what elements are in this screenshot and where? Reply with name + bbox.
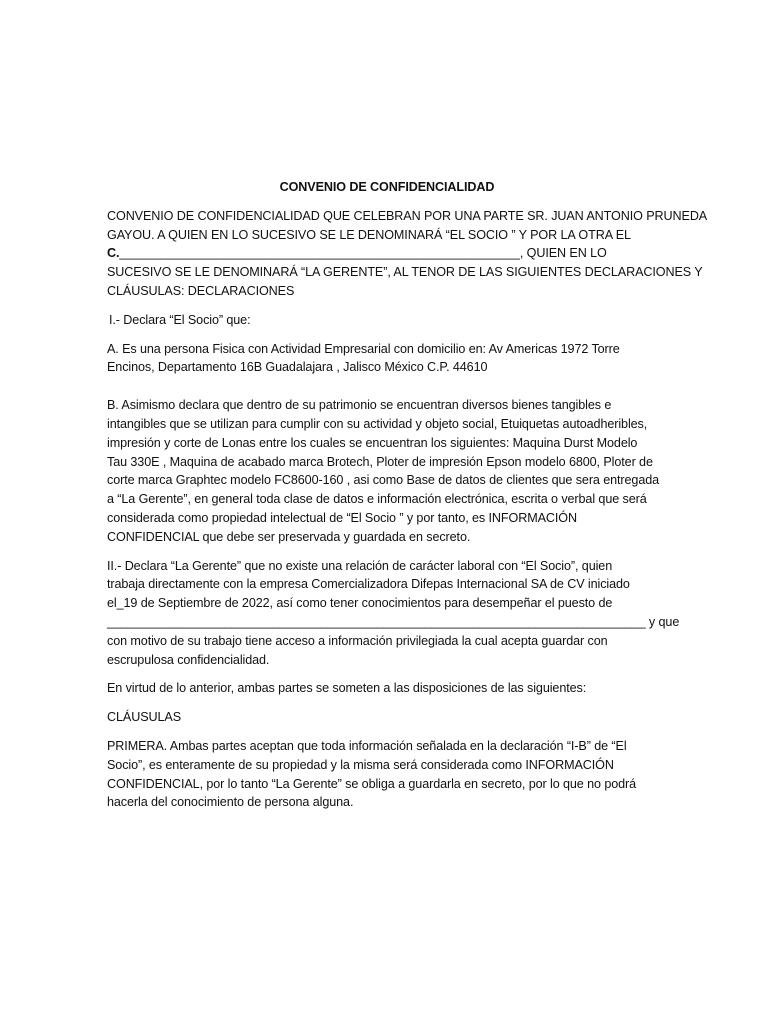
intro-line: SUCESIVO SE LE DENOMINARÁ “LA GERENTE”, AL TENOR DE LAS SIGUIENTES DECLARACIONES Y xyxy=(107,265,703,280)
section2-line: con motivo de su trabajo tiene acceso a información privilegiada la cual acepta guardar con xyxy=(107,633,608,648)
intro-line: GAYOU. A QUIEN EN LO SUCESIVO SE LE DENOMINARÁ “EL SOCIO ” Y POR LA OTRA EL xyxy=(107,227,631,242)
intro-paragraph xyxy=(107,207,708,301)
primera-line: PRIMERA. Ambas partes aceptan que toda información señalada en la declaración “I-B” de “El xyxy=(107,738,627,753)
primera-line: CONFIDENCIAL, por lo tanto “La Gerente” se obliga a guardarla en secreto, por lo que no podrá xyxy=(107,776,637,791)
primera-line: hacerla del conocimiento de persona alguna. xyxy=(107,795,354,810)
clausulas-heading: CLÁUSULAS xyxy=(107,710,181,725)
paragraph-b-line: impresión y corte de Lonas entre los cuales se encuentran los siguientes: Maquina Durst Modelo xyxy=(107,435,638,450)
section2-line: trabaja directamente con la empresa Comercializadora Difepas Internacional SA de CV iniciado xyxy=(107,577,630,592)
section2-line: escrupulosa confidencialidad. xyxy=(107,652,270,667)
paragraph-b-line: CONFIDENCIAL que debe ser preservada y guardada en secreto. xyxy=(107,529,471,544)
paragraph-b-line: B. Asimismo declara que dentro de su patrimonio se encuentran diversos bienes tangibles e xyxy=(107,398,612,413)
intro-line: CLÁUSULAS: DECLARACIONES xyxy=(107,283,295,298)
primera-line: Socio”, es enteramente de su propiedad y la misma será considerada como INFORMACIÓN xyxy=(107,757,614,772)
section2-paragraph xyxy=(107,557,680,670)
primera-clause xyxy=(107,737,667,812)
intro-blank-field: __________________________________________________________, QUIEN EN LO xyxy=(119,246,607,261)
document-body xyxy=(107,178,708,822)
paragraph-b-line: intangibles que se utilizan para cumplir con su actividad y objeto social, Etuiquetas autoadheribles, xyxy=(107,416,648,431)
section1-heading: I.- Declara “El Socio” que: xyxy=(109,312,251,327)
paragraph-b xyxy=(107,396,667,546)
paragraph-a-line: A. Es una persona Fisica con Actividad Empresarial con domicilio en: Av Americas 1972 Torre xyxy=(107,341,620,356)
section2-blank-line: ______________________________________________________________________________ y que xyxy=(107,614,680,629)
paragraph-a xyxy=(107,340,667,378)
intro-line-blank xyxy=(107,244,667,263)
paragraph-b-line: a “La Gerente”, en general toda clase de datos e información electrónica, escrita o verbal que será xyxy=(107,492,647,507)
paragraph-a-line: Encinos, Departamento 16B Guadalajara , Jalisco México C.P. 44610 xyxy=(107,360,488,375)
paragraph-b-line: considerada como propiedad intelectual de “El Socio ” y por tanto, es INFORMACIÓN xyxy=(107,510,577,525)
section2-line: el_19 de Septiembre de 2022, así como tener conocimientos para desempeñar el puesto de xyxy=(107,596,613,611)
paragraph-b-line: corte marca Graphtec modelo FC8600-160 , asi como Base de datos de clientes que sera entregada xyxy=(107,473,660,488)
virtud-paragraph: En virtud de lo anterior, ambas partes se someten a las disposiciones de las siguientes: xyxy=(107,681,587,696)
section2-line: II.- Declara “La Gerente” que no existe una relación de carácter laboral con “El Socio”, quien xyxy=(107,558,613,573)
document-title: CONVENIO DE CONFIDENCIALIDAD xyxy=(279,180,495,194)
intro-c-label: C. xyxy=(107,246,120,261)
paragraph-b-line: Tau 330E , Maquina de acabado marca Brotech, Ploter de impresión Epson modelo 6800, Ploter de xyxy=(107,454,653,469)
intro-line: CONVENIO DE CONFIDENCIALIDAD QUE CELEBRAN POR UNA PARTE SR. JUAN ANTONIO PRUNEDA xyxy=(107,208,708,223)
